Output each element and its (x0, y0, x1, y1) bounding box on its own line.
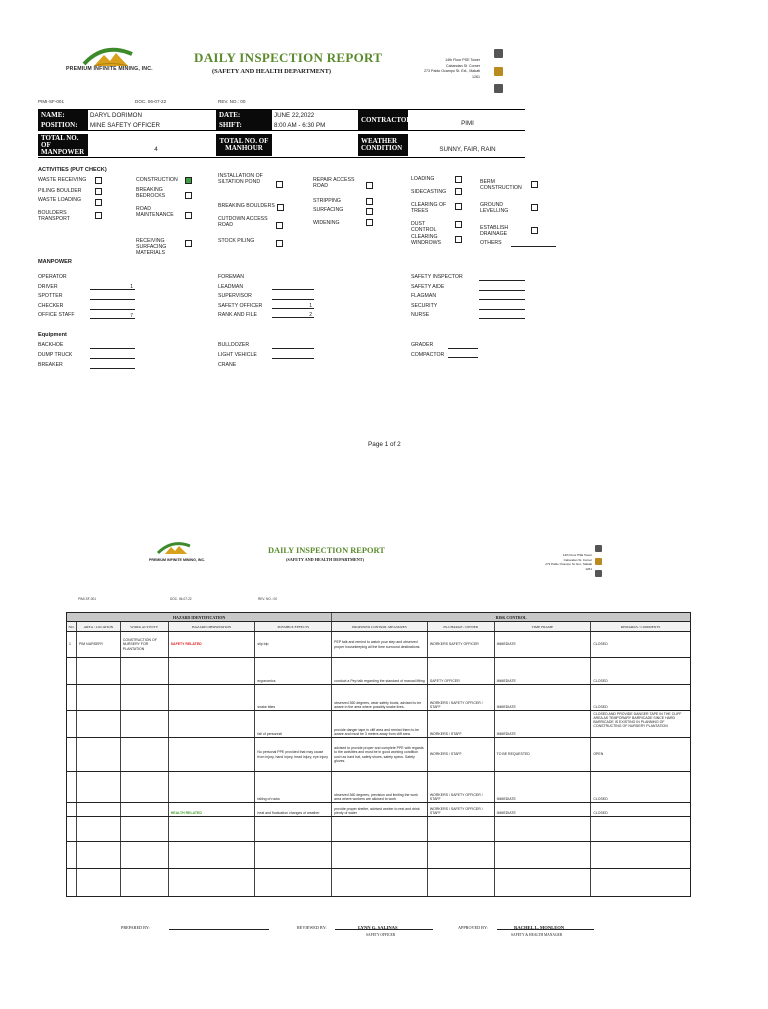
row-activity (121, 869, 169, 896)
activity-label: SURFACING (313, 207, 344, 213)
row-no (67, 772, 77, 802)
table-row (67, 817, 690, 842)
manpower-label: SPOTTER (38, 293, 63, 299)
address-line: 14th Floor PSE Tower (562, 553, 592, 557)
row-no (67, 685, 77, 710)
column-header: AREA / LOCATION (77, 622, 121, 631)
address-line: 1261 (472, 74, 480, 79)
report-subtitle: (SAFETY AND HEALTH DEPARTMENT) (212, 68, 332, 75)
manpower-label: OFFICE STAFF (38, 312, 75, 318)
row-remarks: CLOSED (593, 810, 608, 815)
column-header: HAZARD OBSERVATION (169, 622, 256, 631)
row-remarks (591, 817, 690, 841)
manpower-count[interactable] (479, 313, 525, 319)
row-owner (428, 842, 495, 868)
prepared-by-label: PREPARED BY: (121, 925, 150, 930)
row-activity (121, 772, 169, 802)
report-subtitle: (SAFETY AND HEALTH DEPARTMENT) (286, 557, 364, 562)
row-owner: WORKERS SAFETY OFFICER (428, 632, 495, 657)
table-row (67, 869, 690, 896)
row-area (77, 738, 121, 771)
total-manpower-label: TOTAL NO. OF MANPOWER (38, 134, 88, 156)
shift-value: 8:00 AM - 6:30 PM (274, 121, 326, 129)
row-no (67, 803, 77, 816)
activity-checkbox[interactable] (95, 188, 102, 195)
row-timeframe: IMMEDIATE (495, 711, 592, 737)
location-pin-icon (595, 570, 602, 577)
column-header: WORK ACTIVITY (121, 622, 169, 631)
company-logo (70, 44, 160, 78)
activity-label: BREAKING BOULDERS (218, 203, 275, 209)
activity-checkbox[interactable] (185, 192, 192, 199)
row-activity (121, 658, 169, 684)
activity-label: PILING BOULDER (38, 188, 82, 194)
row-area (77, 772, 121, 802)
activity-checkbox[interactable] (531, 181, 538, 188)
row-control: observed 360 degrees, wear safety boots, advised to be aware in the area where possibly snake lives. (332, 685, 428, 710)
hazard-table (66, 612, 691, 897)
table-row (67, 711, 690, 738)
doc-code: DOC. 06-07-22 (135, 99, 167, 104)
address-line: Cabandan St. Corner (563, 557, 592, 562)
manpower-count[interactable]: 7 (90, 313, 135, 319)
row-remarks (591, 869, 690, 896)
activity-label: WIDENING (313, 220, 340, 226)
activity-label: CONSTRUCTION (136, 177, 178, 183)
activity-checkbox[interactable] (455, 221, 462, 228)
others-field[interactable] (511, 241, 556, 247)
row-control: conduct a Pep talk regarding the standard of manual lifting (332, 658, 428, 684)
row-area (77, 869, 121, 896)
equipment-count[interactable] (272, 353, 314, 359)
row-owner: SAFETY OFFICER (428, 658, 495, 684)
column-header: POSSIBLE EFFECTS (255, 622, 332, 631)
total-manhour-value (272, 144, 358, 154)
building-icon (595, 545, 602, 552)
manpower-label: SECURITY (411, 303, 438, 309)
manpower-count[interactable] (272, 284, 314, 290)
row-hazard (169, 817, 256, 841)
activity-checkbox[interactable] (366, 198, 373, 205)
name-value: DARYL DORIMON (90, 111, 142, 119)
manpower-count[interactable] (479, 275, 525, 281)
row-no (67, 658, 77, 684)
prepared-by-line[interactable] (169, 926, 269, 930)
table-row (67, 803, 690, 817)
row-area (77, 817, 121, 841)
activity-label: INSTALLATION OF SILTATION POND (218, 173, 263, 185)
manpower-label: RANK AND FILE (218, 312, 257, 318)
report-title: DAILY INSPECTION REPORT (268, 546, 385, 555)
manpower-label: SUPERVISOR (218, 293, 252, 299)
table-row (67, 842, 690, 869)
manpower-count[interactable] (272, 294, 314, 300)
page-number: Page 1 of 2 (368, 441, 401, 448)
manpower-count[interactable]: 1 (90, 284, 135, 290)
building-icon (494, 49, 503, 58)
row-hazard (169, 685, 256, 710)
activity-label: CLEARING WINDROWS (411, 234, 441, 246)
equipment-label: DUMP TRUCK (38, 352, 73, 358)
manpower-label: DRIVER (38, 284, 58, 290)
company-name: PREMIUM INFINITE MINING, INC. (66, 66, 153, 72)
row-timeframe (495, 817, 592, 841)
row-hazard (169, 772, 256, 802)
contractor-value: PIMI (461, 119, 474, 127)
row-effects (255, 869, 332, 896)
group-header-row (67, 613, 690, 622)
total-manpower-value: 4 (154, 145, 158, 153)
activity-checkbox[interactable] (455, 203, 462, 210)
contractor-label: CONTRACTOR (358, 110, 408, 130)
weather-value: SUNNY, FAIR, RAIN (439, 145, 496, 153)
row-area (77, 658, 121, 684)
row-owner: WORKERS / SAFETY OFFICER / STAFF (428, 803, 495, 816)
activity-label: WASTE LOADING (38, 197, 82, 203)
row-hazard: SAFETY RELATED (169, 632, 256, 657)
row-owner (428, 869, 495, 896)
column-header: REMARKS / COMMENTS (620, 624, 661, 629)
activity-checkbox[interactable] (455, 236, 462, 243)
equipment-label: BREAKER (38, 362, 63, 368)
activity-checkbox[interactable] (95, 177, 102, 184)
activity-label: STRIPPING (313, 198, 341, 204)
activity-checkbox[interactable] (366, 182, 373, 189)
equipment-count[interactable] (90, 353, 135, 359)
activity-label: DUST CONTROL (411, 221, 437, 233)
activity-label: WASTE RECEIVING (38, 177, 87, 183)
row-control (332, 842, 428, 868)
position-label: POSITION: (38, 120, 88, 130)
company-address (520, 553, 592, 571)
row-remarks: CLOSED (593, 796, 608, 801)
equipment-count[interactable] (90, 363, 135, 369)
activity-label: OTHERS (480, 240, 502, 246)
activity-label: RECEIVING SURFACING MATERIALS (136, 238, 167, 256)
row-remarks (591, 842, 690, 868)
manpower-count[interactable] (479, 304, 525, 310)
row-hazard (169, 738, 256, 771)
row-control: PEP talk and remind to watch your step and observed proper housekeeping all the time surround destinations. (332, 632, 428, 657)
row-remarks: CLOSED (593, 678, 608, 683)
equipment-count[interactable] (448, 343, 478, 349)
manpower-count[interactable] (479, 285, 525, 291)
manpower-label: SAFETY INSPECTOR (411, 274, 463, 280)
row-area (77, 842, 121, 868)
row-activity (121, 711, 169, 737)
manpower-label: NURSE (411, 312, 430, 318)
row-timeframe: IMMEDIATE (495, 685, 592, 710)
row-timeframe: IMMEDIATE (495, 658, 592, 684)
row-timeframe: IMMEDIATE (495, 632, 592, 657)
row-owner: WORKERS / SAFETY OFFICER / STAFF (428, 772, 495, 802)
name-label: NAME: (38, 110, 88, 120)
rev-code: REV. NO.: 00 (218, 99, 246, 104)
activity-checkbox[interactable] (276, 181, 283, 188)
row-hazard (169, 658, 256, 684)
activity-checkbox[interactable] (185, 240, 192, 247)
approved-by-label: APPROVED BY: (458, 925, 488, 930)
activity-label: CLEARING OF TREES (411, 202, 447, 214)
column-header-row (67, 622, 690, 632)
equipment-count[interactable] (448, 352, 478, 358)
activity-label: LOADING (411, 176, 435, 182)
manpower-label: OPERATOR (38, 274, 67, 280)
row-timeframe (495, 869, 592, 896)
form-code: PIMI-SF-001 (38, 99, 65, 104)
row-effects (255, 842, 332, 868)
row-control (332, 817, 428, 841)
activity-checkbox[interactable] (277, 204, 284, 211)
risk-control-header: RISK CONTROL (495, 614, 527, 620)
row-effects: falling of rocks (255, 772, 332, 802)
activity-label: REPAIR ACCESS ROAD (313, 177, 355, 189)
row-activity (121, 738, 169, 771)
manpower-label: FLAGMAN (411, 293, 437, 299)
equipment-label: CRANE (218, 362, 237, 368)
manpower-label: LEADMAN (218, 284, 244, 290)
activities-title: ACTIVITIES (PUT CHECK) (38, 167, 107, 173)
equipment-label: COMPACTOR (411, 352, 445, 358)
activity-label: STOCK PILING (218, 238, 255, 244)
row-owner: WORKERS / SAFETY OFFICER / STAFF (428, 685, 495, 710)
activity-label: BOULDERS TRANSPORT (38, 210, 70, 222)
equipment-label: BULLDOZER (218, 342, 250, 348)
row-effects (255, 817, 332, 841)
row-hazard: HEALTH RELATED (169, 803, 256, 816)
row-control: advised to provide proper and complete PPE with regards to the activities and must be in good working condition such as hard hat, safety shoes, safety specs. Safety gloves. (332, 738, 428, 771)
row-hazard (169, 869, 256, 896)
activity-label: BERM CONSTRUCTION (480, 179, 522, 191)
row-no (67, 738, 77, 771)
table-row (67, 685, 690, 711)
row-control (332, 869, 428, 896)
row-owner: WORKERS / STAFF (428, 711, 495, 737)
activity-label: SIDECASTING (411, 189, 447, 195)
reviewed-by-line[interactable] (335, 926, 433, 930)
row-activity (121, 803, 169, 816)
activity-label: CUTDOWN ACCESS ROAD (218, 216, 268, 228)
row-remarks: OPEN (593, 752, 604, 757)
row-effects: snake bites (255, 685, 332, 710)
address-line: 1261 (585, 566, 592, 571)
equipment-count[interactable] (272, 343, 314, 349)
activity-checkbox-checked[interactable] (185, 177, 192, 184)
manpower-label: SAFETY AIDE (411, 284, 445, 290)
row-remarks: CLOSED AND PROVIDE DANGER TAPE IN THE CLIFF AREA AS TEMPORARY BARRICADE SINCE HARD BARRICADE IS EXISTING IN PLANNING OF CONSTRUCTING OF NURSERY PLANTATION (593, 712, 682, 729)
row-hazard (169, 842, 256, 868)
row-no (67, 711, 77, 737)
column-header: NO. (67, 622, 77, 631)
row-area (77, 803, 121, 816)
row-effects: fall of personnel (255, 711, 332, 737)
table-row (67, 772, 690, 803)
column-header: TIME FRAME (495, 622, 592, 631)
doc-code: DOC. 06-07-22 (170, 597, 192, 601)
approved-by-role: SAFETY & HEALTH MANAGER (511, 933, 563, 937)
row-hazard (169, 711, 256, 737)
equipment-title: Equipment (38, 332, 67, 338)
weather-label: WEATHER CONDITION (358, 134, 408, 156)
row-area (77, 711, 121, 737)
activity-checkbox[interactable] (531, 204, 538, 211)
report-title: DAILY INSPECTION REPORT (194, 50, 383, 65)
activity-checkbox[interactable] (95, 212, 102, 219)
row-no (67, 842, 77, 868)
company-address (400, 58, 480, 80)
manpower-count[interactable] (90, 294, 135, 300)
row-timeframe (495, 842, 592, 868)
form-code: PIMI-SF-001 (78, 597, 97, 601)
hazard-identification-header: HAZARD IDENTIFICATION (67, 613, 332, 621)
row-activity: CONSTRUCTION OF NURSERY FOR PLANTATION (121, 632, 169, 657)
manpower-title: MANPOWER (38, 259, 72, 265)
mail-icon (494, 67, 503, 76)
total-manhour-label: TOTAL NO. OF MANHOUR (216, 134, 272, 156)
activity-checkbox[interactable] (95, 199, 102, 206)
manpower-label: SAFETY OFFICER (218, 303, 263, 309)
activity-checkbox[interactable] (531, 227, 538, 234)
company-name: PREMIUM INFINITE MINING, INC. (149, 558, 206, 562)
manpower-label: CHECKER (38, 303, 64, 309)
manpower-label: FOREMAN (218, 274, 244, 280)
activity-checkbox[interactable] (185, 212, 192, 219)
row-activity (121, 685, 169, 710)
rev-code: REV. NO.: 00 (258, 597, 278, 601)
row-remarks: CLOSED (593, 704, 608, 709)
activity-checkbox[interactable] (366, 219, 373, 226)
row-area (77, 685, 121, 710)
equipment-label: LIGHT VEHICLE (218, 352, 257, 358)
table-row (67, 738, 690, 772)
row-effects: heat and fluctuation changes of weather (255, 803, 332, 816)
manpower-count[interactable] (90, 304, 135, 310)
row-area: PIM NURSERY (77, 632, 121, 657)
equipment-count[interactable] (90, 343, 135, 349)
date-value: JUNE 22,2022 (274, 111, 315, 119)
reviewed-by-name: LYNN G. SALINAS (358, 925, 398, 930)
equipment-label: GRADER (411, 342, 434, 348)
manpower-count[interactable]: 2 (272, 312, 314, 318)
row-owner (428, 817, 495, 841)
address-line: 273 Pablo Ocampo St. Ext., Makati (545, 562, 592, 567)
row-timeframe: TO BE REQUESTED (495, 738, 592, 771)
row-control: provide proper shelter, advised worker to rest and drink plenty of water (332, 803, 428, 816)
row-remarks: CLOSED (593, 642, 608, 647)
approved-by-line[interactable] (497, 926, 594, 930)
row-no: 1 (67, 632, 77, 657)
address-line: 273 Pablo Ocampo St. Ext., Makati (424, 69, 480, 74)
activity-checkbox[interactable] (366, 208, 373, 215)
row-no (67, 817, 77, 841)
date-label: DATE: (216, 110, 272, 120)
row-effects: No personal PPE provided that may cause from injury, hand injury, head injury, eye injury (255, 738, 332, 771)
position-value: MINE SAFETY OFFICER (90, 121, 161, 129)
activity-checkbox[interactable] (455, 176, 462, 183)
reviewed-by-role: SAFETY OFFICER (366, 933, 396, 937)
equipment-label: BACKHOE (38, 342, 64, 348)
mail-icon (595, 558, 602, 565)
row-timeframe: IMMEDIATE (495, 803, 592, 816)
column-header: PROPOSED CONTROL MEASURES (332, 622, 428, 631)
row-owner: WORKERS / STAFF (428, 738, 495, 771)
table-row (67, 632, 690, 658)
activity-checkbox[interactable] (276, 240, 283, 247)
row-control: observed 360 degrees, prevision and limiting the work area where workers are allowed to work (332, 772, 428, 802)
row-timeframe: IMMEDIATE (495, 772, 592, 802)
row-activity (121, 817, 169, 841)
activity-label: GROUND LEVELLING (480, 202, 509, 214)
activity-label: ROAD MAINTENANCE (136, 206, 174, 218)
activity-label: ESTABLISH DRAINAGE (480, 225, 509, 237)
location-pin-icon (494, 84, 503, 93)
approved-by-name: RACHEL L. MONLEON (514, 925, 565, 930)
table-row (67, 658, 690, 685)
shift-label: SHIFT: (216, 120, 272, 130)
column-header: IN-CHARGE / OWNER (428, 622, 495, 631)
activity-checkbox[interactable] (276, 222, 283, 229)
address-line: Cabandan St. Corner (446, 63, 480, 68)
reviewed-by-label: REVIEWED BY: (297, 925, 327, 930)
row-control: provide danger tape in cliff area and remind them to be aware and must be 3 meters away from cliff area. (332, 711, 428, 737)
row-effects: ergonomics (255, 658, 332, 684)
manpower-count[interactable] (479, 294, 525, 300)
manpower-count[interactable]: 1 (272, 303, 314, 309)
row-no (67, 869, 77, 896)
address-line: 14th Floor PSE Tower (445, 58, 480, 62)
activity-checkbox[interactable] (455, 188, 462, 195)
activity-label: BREAKING BEDROCKS (136, 187, 166, 199)
row-activity (121, 842, 169, 868)
row-effects: slip trip (255, 632, 332, 657)
